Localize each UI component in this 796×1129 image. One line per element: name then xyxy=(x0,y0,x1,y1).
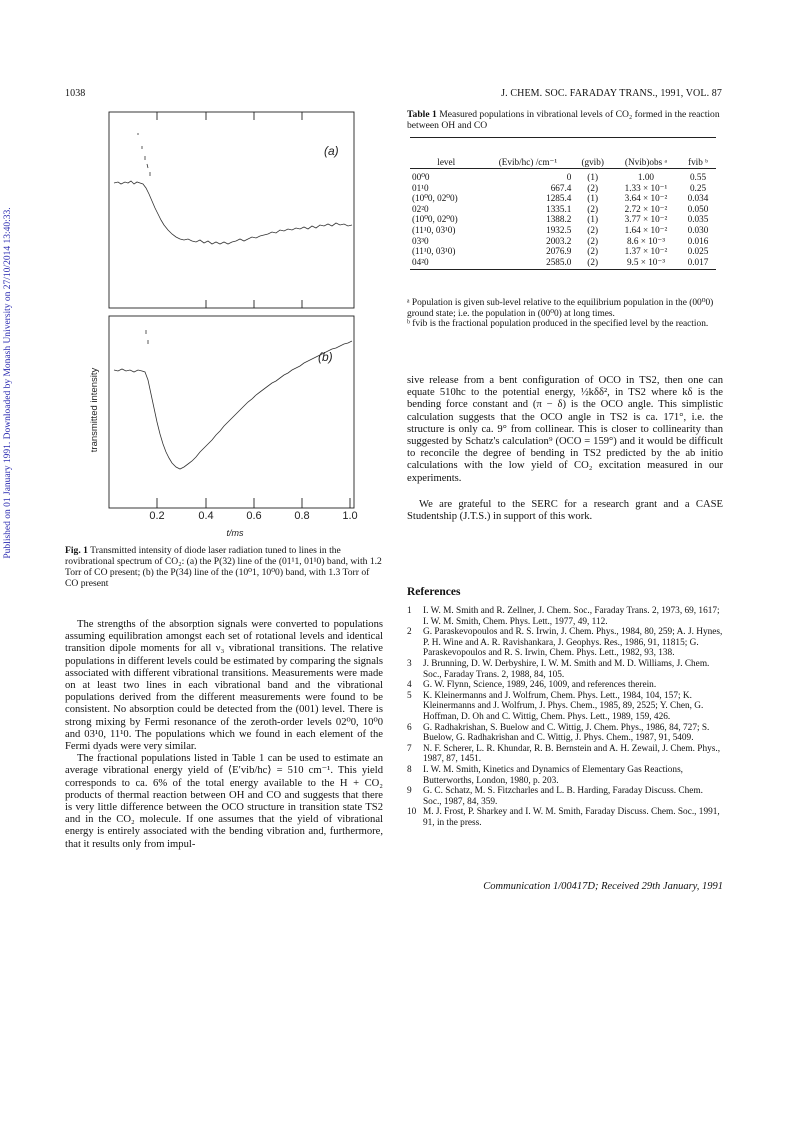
table-cell: 00⁰0 xyxy=(412,172,430,182)
table-cell: 0.017 xyxy=(687,256,709,267)
journal-header: J. CHEM. SOC. FARADAY TRANS., 1991, VOL. 87 xyxy=(501,88,722,99)
reference-text: M. J. Frost, P. Sharkey and I. W. M. Smith, Faraday Discuss. Chem. Soc., 1991, 91, in the press. xyxy=(423,807,720,828)
table-cell: 0.55 xyxy=(689,172,707,182)
table-caption xyxy=(407,109,723,131)
x-tick-label: 0.6 xyxy=(246,510,262,522)
table-cell: 2585.0 xyxy=(546,256,572,267)
reference-item xyxy=(407,786,723,807)
table-row xyxy=(410,225,716,236)
table-rule xyxy=(410,269,716,270)
column-header: fvib ᵇ xyxy=(688,157,708,167)
reference-item xyxy=(407,723,723,744)
table-cell: 0.050 xyxy=(687,203,709,214)
table-cell: 1335.1 xyxy=(546,203,572,214)
reference-number: 4 xyxy=(407,680,412,691)
figure-caption-text: Transmitted intensity of diode laser radiation tuned to lines in the rovibrational spectrum of CO₂: (a) the P(32) line of the (01¹1, 01¹0) band, with 1.2 Torr of CO present; (b) the P(34) line of the (10⁰1, 10⁰0) band, with 1.3 Torr of CO present xyxy=(65,545,382,589)
x-tick-label: 0.2 xyxy=(149,510,165,522)
populations-table xyxy=(410,137,716,267)
reference-item xyxy=(407,606,723,627)
table-cell: 2003.2 xyxy=(546,235,572,246)
table-cell: (10⁰0, 02⁰0) xyxy=(412,214,458,225)
table-cell: 1.33 × 10⁻¹ xyxy=(624,182,668,193)
table-cell: 03³0 xyxy=(412,235,429,246)
reference-number: 3 xyxy=(407,658,412,669)
reference-number: 7 xyxy=(407,743,412,754)
reference-text: N. F. Scherer, L. R. Khundar, R. B. Bernstein and A. H. Zewail, J. Chem. Phys., 1987, 87, 1451. xyxy=(423,743,721,765)
footnote-b: ᵇ fvib is the fractional population produced in the specified level by the reaction. xyxy=(407,319,709,330)
table-cell: 1.00 xyxy=(637,172,654,182)
reference-item xyxy=(407,744,723,765)
table-cell: 2076.9 xyxy=(546,246,572,257)
table-cell: 1932.5 xyxy=(546,224,572,235)
table-cell: 0.25 xyxy=(689,182,707,193)
reference-text: K. Kleinermanns and J. Wolfrum, Chem. Phys. Lett., 1984, 104, 157; K. Kleinermanns and J. Wolfrum, J. Phys. Chem., 1985, 89, 2525; Y. Chen, G. Hoffman, D. Oh and C. Wittig, Chem. Phys. Lett., 1989, 159, 426. xyxy=(423,690,704,722)
x-axis-label: t/ms xyxy=(226,528,244,538)
table-row xyxy=(410,169,716,183)
table-cell: 9.5 × 10⁻³ xyxy=(626,256,665,267)
panel-a-trace xyxy=(114,133,352,244)
table-cell: (1) xyxy=(587,214,599,225)
table-cell: (11¹0, 03¹0) xyxy=(412,224,456,235)
table-row xyxy=(410,236,716,247)
table-row xyxy=(410,183,716,194)
paragraph: sive release from a bent configuration of OCO in TS2, then one can equate 510hc to the potential energy, ½kδδ², in TS2 where kδ is the bending force constant and (π − δ) is the OCO angle. This simplistic calculation suggests that the OCO angle in TS2 is ca. 171°, i.e. the structure is only ca. 9° from collinear. This is closer to collinearity than suggested by Schatz's calculation⁹ (OCO = 159°) and it would be difficult to reconcile the degree of bending in TS2 predicted by the ab initio calculations with the low yield of CO₂ excitation measured in our experiments. xyxy=(407,375,723,484)
reference-item xyxy=(407,627,723,659)
panel-a-frame xyxy=(109,112,354,308)
download-stamp: Published on 01 January 1991. Downloaded by Monash University on 27/10/2014 13:40:33. xyxy=(3,207,13,559)
reference-number: 5 xyxy=(407,690,412,701)
reference-item xyxy=(407,691,723,723)
table-cell: 1.37 × 10⁻² xyxy=(624,246,668,257)
reference-number: 9 xyxy=(407,786,412,797)
reference-item xyxy=(407,765,723,786)
table-cell: 1285.4 xyxy=(546,193,572,204)
page-number: 1038 xyxy=(65,88,86,99)
x-tick-labels xyxy=(149,510,357,522)
table-cell: 0.035 xyxy=(687,214,709,225)
reference-number: 8 xyxy=(407,764,412,775)
y-axis-label: transmitted intensity xyxy=(89,367,100,453)
table-row xyxy=(410,257,716,268)
figure-caption-lead: Fig. 1 xyxy=(65,545,88,556)
reference-text: I. W. M. Smith and R. Zellner, J. Chem. Soc., Faraday Trans. 2, 1973, 69, 1617; I. W. M. Smith, Chem. Phys. Lett., 1977, 49, 112. xyxy=(423,606,720,627)
table-1 xyxy=(410,137,722,270)
panel-a-label: (a) xyxy=(324,144,339,158)
table-cell: (11¹0, 03¹0) xyxy=(412,246,456,257)
reference-text: G. Paraskevopoulos and R. S. Irwin, J. Chem. Phys., 1984, 80, 259; A. J. Hynes, P. H. Wine and A. R. Ravishankara, J. Geophys. Res., 1986, 91, 11815; G. Paraskevopoulos and R. S. Irwin, Chem. Phys. Lett., 1982, 93, 138. xyxy=(423,627,723,659)
reference-text: I. W. M. Smith, Kinetics and Dynamics of Elementary Gas Reactions, Butterworths, London, 1980, p. 203. xyxy=(423,764,684,786)
column-header: (Nvib)obs ᵃ xyxy=(624,157,667,167)
column-header: (gvib) xyxy=(581,157,604,167)
reference-number: 2 xyxy=(407,627,412,638)
paragraph: The fractional populations listed in Table 1 can be used to estimate an average vibrational energy yield of ⟨E′vib/hc⟩ = 510 cm⁻¹. This yield corresponds to ca. 6% of the total energy available to the H + CO₂ products of thermal reaction between OH and CO and suggests that there is very little difference between the OCO structure in transition state TS2 and in the CO₂ molecule. If one assumes that the yield of vibrational energy is entirely associated with the bending vibration and, furthermore, that it results only from impul- xyxy=(65,753,383,850)
x-ticks xyxy=(157,112,350,508)
panel-b-label: (b) xyxy=(318,350,333,364)
table-cell: 3.77 × 10⁻² xyxy=(624,214,668,225)
table-row xyxy=(410,246,716,257)
table-row xyxy=(410,193,716,204)
table-cell: 01¹0 xyxy=(412,182,429,193)
table-cell: (10⁰0, 02⁰0) xyxy=(412,193,458,204)
table-footnotes xyxy=(407,298,723,330)
acknowledgement: We are grateful to the SERC for a research grant and a CASE Studentship (J.T.S.) in support of this work. xyxy=(407,498,723,523)
reference-text: G. W. Flynn, Science, 1989, 246, 1009, and references therein. xyxy=(423,680,657,691)
table-row xyxy=(410,214,716,225)
table-cell: (1) xyxy=(587,193,599,204)
table-cell: (2) xyxy=(587,246,599,257)
right-column-text xyxy=(407,375,723,523)
references-heading: References xyxy=(407,586,461,598)
footnote-a: ᵃ Population is given sub-level relative to the equilibrium population in the (00⁰0) ground state; i.e. the population in (00⁰0) at long times. xyxy=(407,298,714,319)
reference-number: 1 xyxy=(407,606,412,616)
table-cell: 1388.2 xyxy=(546,214,572,225)
table-caption-lead: Table 1 xyxy=(407,109,437,120)
column-header: (Evib/hc) /cm⁻¹ xyxy=(498,157,558,167)
communication-line: Communication 1/00417D; Received 29th January, 1991 xyxy=(483,881,723,892)
reference-text: J. Brunning, D. W. Derbyshire, I. W. M. Smith and M. D. Williams, J. Chem. Soc., Faraday Trans. 2, 1988, 84, 105. xyxy=(423,658,710,680)
reference-number: 10 xyxy=(407,807,417,818)
table-cell: 02²0 xyxy=(412,203,429,214)
table-cell: (2) xyxy=(587,235,599,246)
figure-caption xyxy=(65,545,383,589)
x-tick-label: 1.0 xyxy=(342,510,358,522)
table-cell: 1.64 × 10⁻² xyxy=(624,224,668,235)
table-cell: (2) xyxy=(587,224,599,235)
table-cell: 8.6 × 10⁻³ xyxy=(626,235,665,246)
table-cell: 04²0 xyxy=(412,256,429,267)
x-tick-label: 0.8 xyxy=(294,510,310,522)
reference-text: G. C. Schatz, M. S. Fitzcharles and L. B. Harding, Faraday Discuss. Chem. Soc., 1987, 84, 359. xyxy=(423,786,703,807)
table-cell: 0.025 xyxy=(687,246,709,257)
table-cell: (1) xyxy=(587,172,599,182)
reference-item xyxy=(407,807,723,828)
paragraph: The strengths of the absorption signals were converted to populations assuming equilibration amongst each set of rotational levels and identical transition dipole moments for all ν₃ vibrational transitions. The relative populations in different levels could be estimated by comparing the signals associated with different vibrational transitions. Measurements were made on at least two lines in each vibrational band and the vibrational populations derived from the different measurements were found to be consistent. No absorption could be detected from the (001) level. There is strong mixing by Fermi resonance of the zeroth-order levels 02⁰0, 10⁰0 and 03¹0, 11¹0. The populations which we found in each element of the Fermi dyads were very similar. xyxy=(65,619,383,753)
references-list xyxy=(407,606,723,828)
table-cell: 2.72 × 10⁻² xyxy=(624,203,668,214)
table-cell: (2) xyxy=(587,203,599,214)
table-row xyxy=(410,204,716,215)
figure-1 xyxy=(88,108,380,548)
left-column-text xyxy=(65,619,383,851)
panel-b-frame xyxy=(109,316,354,508)
reference-item xyxy=(407,659,723,680)
column-header: level xyxy=(437,157,456,167)
reference-number: 6 xyxy=(407,722,412,733)
table-cell: (2) xyxy=(587,182,599,193)
figure-plot xyxy=(88,108,380,548)
table-body xyxy=(410,169,716,268)
panel-b-trace xyxy=(114,330,352,469)
table-cell: 0 xyxy=(566,172,572,182)
table-cell: 0.034 xyxy=(687,193,709,204)
table-cell: 0.016 xyxy=(687,235,709,246)
table-cell: 3.64 × 10⁻² xyxy=(624,193,668,204)
table-cell: 0.030 xyxy=(687,224,709,235)
table-cell: 667.4 xyxy=(550,182,572,193)
x-tick-label: 0.4 xyxy=(198,510,214,522)
reference-item xyxy=(407,680,723,691)
table-cell: (2) xyxy=(587,256,599,267)
reference-text: G. Radhakrishan, S. Buelow and C. Wittig, J. Chem. Phys., 1986, 84, 727; S. Buelow, G. Radhakrishan and C. Wittig, J. Phys. Chem., 1987, 91, 5409. xyxy=(423,722,710,744)
table-caption-text: Measured populations in vibrational levels of CO₂ formed in the reaction between OH and CO xyxy=(407,109,720,131)
